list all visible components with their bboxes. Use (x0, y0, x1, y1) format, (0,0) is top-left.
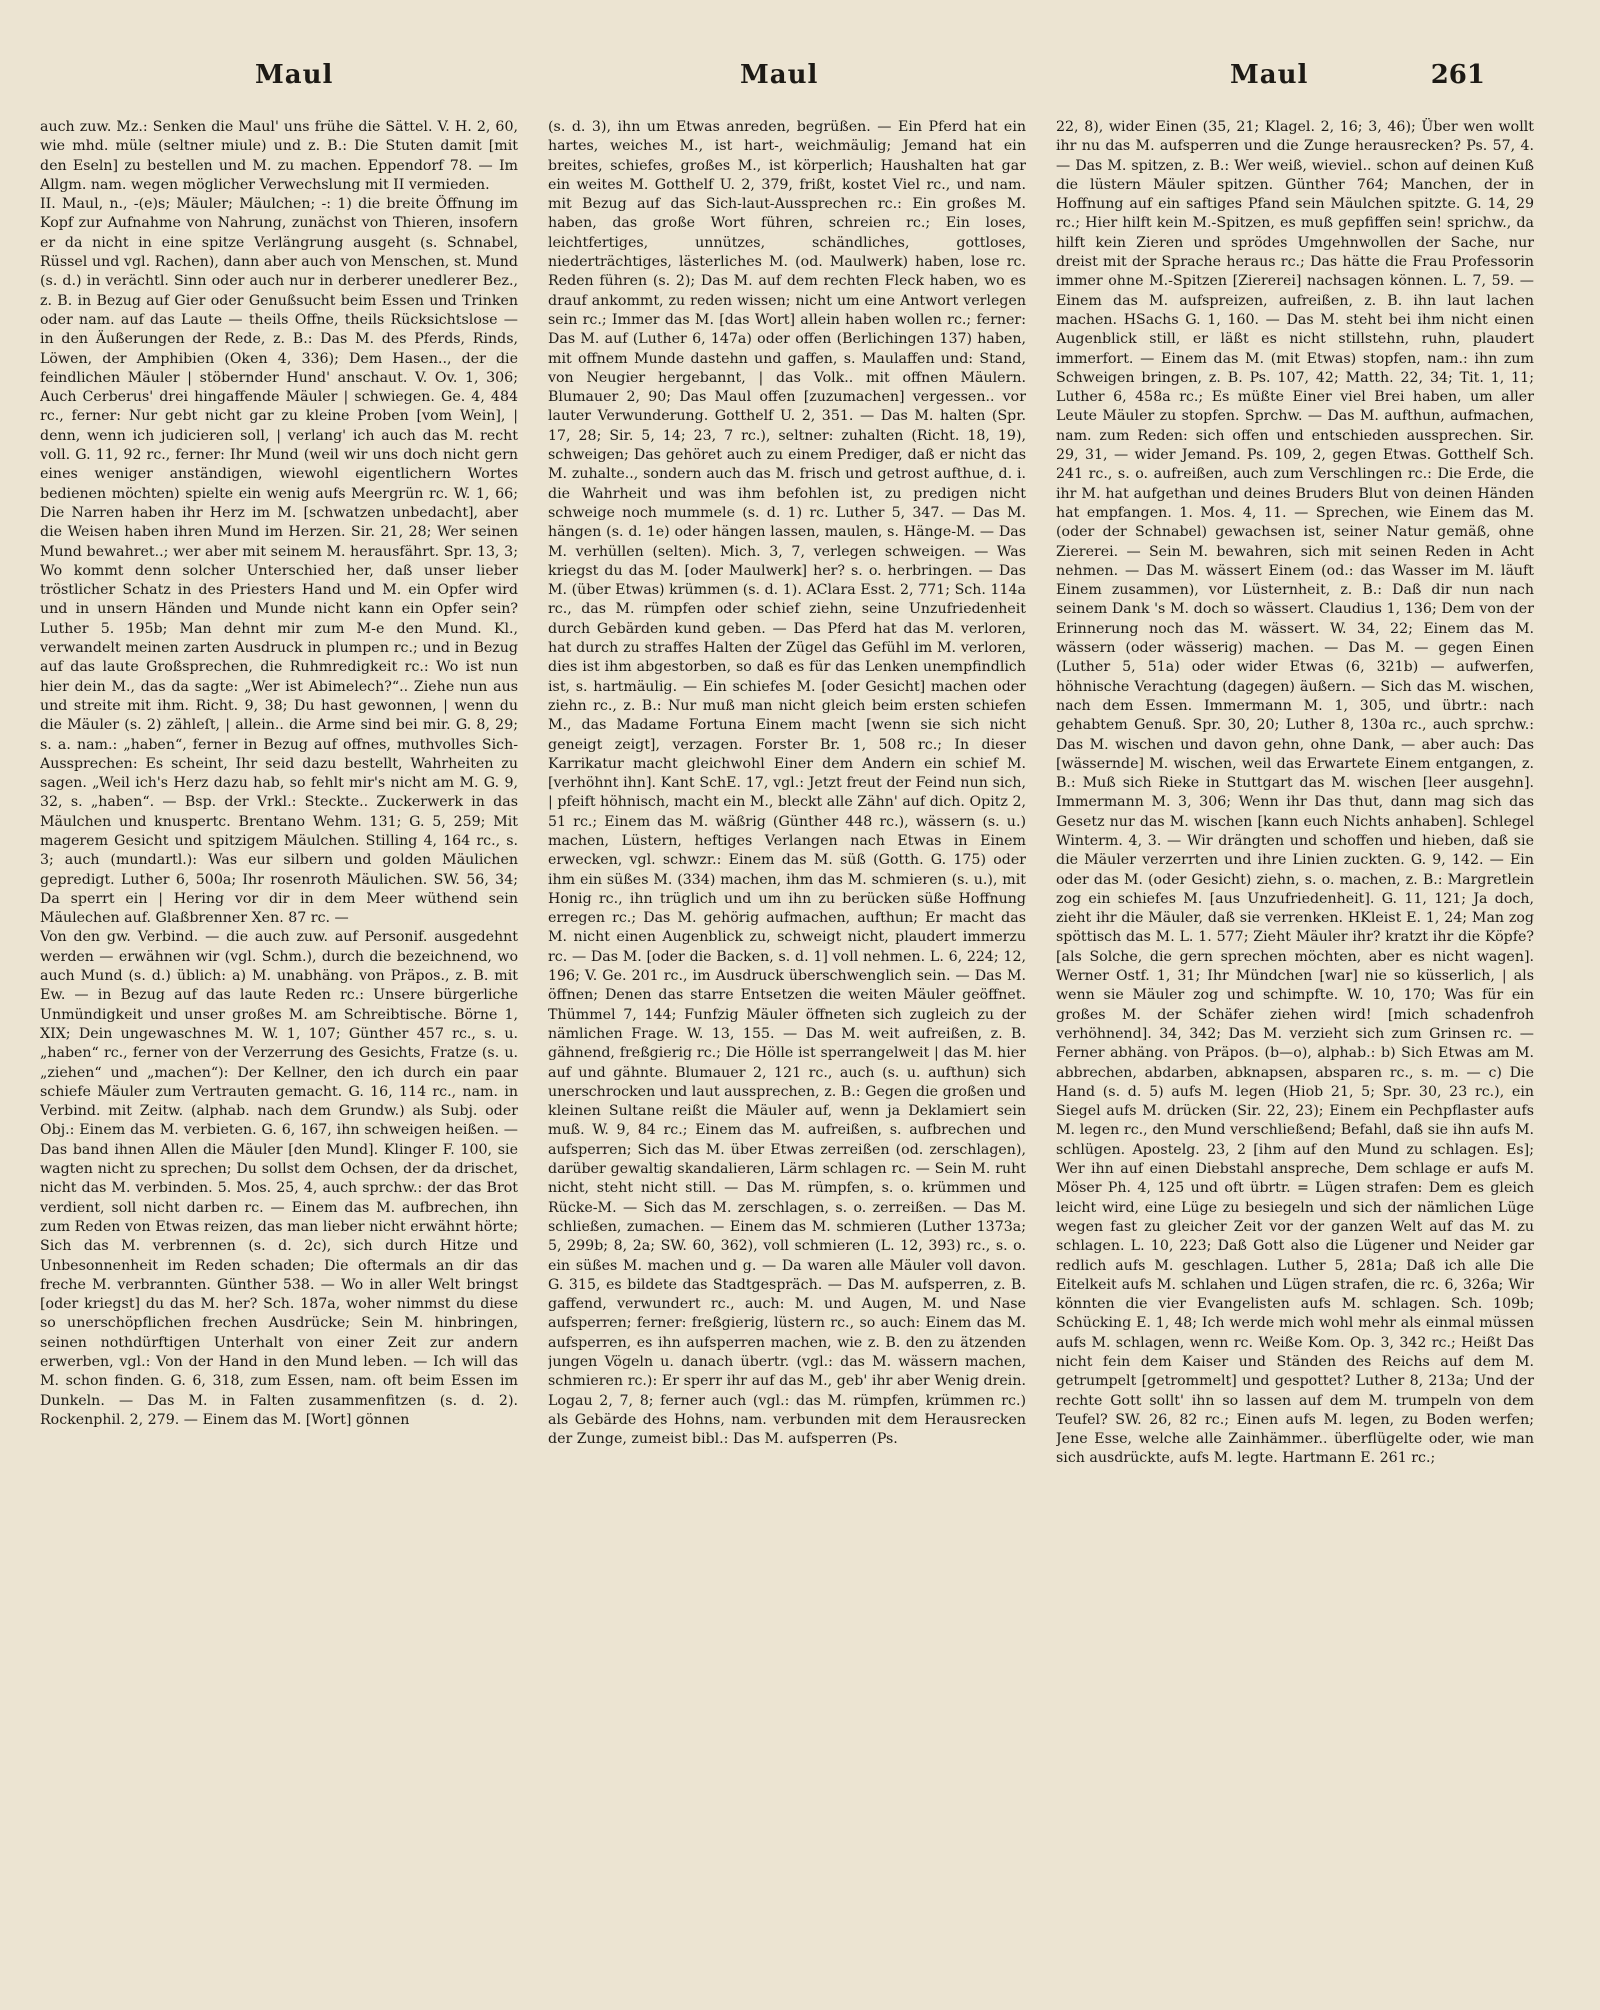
paragraph: auch zuw. Mz.: Senken die Maul' uns frühe die Sättel. V. H. 2, 60, wie mhd. müle (seltner miule) und z. B.: Die Stuten damit [mit den Eseln] zu bestellen und M. zu machen. Eppendorf 78. — Im Allgm. nam. wegen möglicher Verwechslung mit II vermieden. (40, 119, 518, 193)
text-columns (40, 118, 1560, 1988)
column-1 (40, 118, 518, 1988)
headword-right: Maul (1230, 60, 1309, 90)
column-2 (548, 118, 1026, 1988)
running-header (0, 60, 1600, 100)
headword-left: Maul (255, 60, 334, 90)
paragraph: 22, 8), wider Einen (35, 21; Klagel. 2, 16; 3, 46); Über wen wollt ihr nu das M. aufsperren und die Zunge herausrecken? Ps. 57, 4. — Das M. spitzen, z. B.: Wer weiß, wieviel.. schon auf deinen Kuß die lüstern Mäuler spitzen. Günther 764; Manchen, der in Hoffnung auf ein saftiges Pfand sein Mäulchen spitzte. G. 14, 29 rc.; Hier hilft kein M.-Spitzen, es muß gepfiffen sein! sprichw., da hilft kein Zieren und sprödes Umgehnwollen der Sache, nur dreist mit der Sprache heraus rc.; Das hätte die Frau Professorin immer ohne M.-Spitzen [Ziererei] nachsagen können. L. 7, 59. — Einem das M. aufspreizen, aufreißen, z. B. ihn laut lachen machen. HSachs G. 1, 160. — Das M. steht bei ihm nicht einen Augenblick still, er läßt es nicht stillstehn, ruhn, plaudert immerfort. — Einem das M. (mit Etwas) stopfen, nam.: ihn zum Schweigen bringen, z. B. Ps. 107, 42; Matth. 22, 34; Tit. 1, 11; Luther 6, 458a rc.; Es müßte Einer viel Brei haben, um aller Leute Mäuler zu stopfen. Sprchw. — Das M. aufthun, aufmachen, nam. zum Reden: sich offen und entschieden aussprechen. Sir. 29, 31, — wider Jemand. Ps. 109, 2, gegen Etwas. Gotthelf Sch. 241 rc., s. o. aufreißen, auch zum Verschlingen rc.: Die Erde, die ihr M. hat aufgethan und deines Bruders Blut von deinen Händen hat empfangen. 1. Mos. 4, 11. — Sprechen, wie Einem das M. (oder der Schnabel) gewachsen ist, seiner Natur gemäß, ohne Ziererei. — Sein M. bewahren, sich mit seinen Reden in Acht nehmen. — Das M. wässert Einem (od.: das Wasser im M. läuft Einem zusammen), vor Lüsternheit, z. B.: Daß dir nun nach seinem Dank 's M. doch so wässert. Claudius 1, 136; Dem von der Erinnerung noch das M. wässert. W. 34, 22; Einem das M. wässern (oder wässerig) machen. — Das M. — gegen Einen (Luther 5, 51a) oder wider Etwas (6, 321b) — aufwerfen, höhnische Verachtung (dagegen) äußern. — Sich das M. wischen, nach dem Essen. Immermann M. 1, 305, und übrtr.: nach gehabtem Genuß. Spr. 30, 20; Luther 8, 130a rc., auch sprchw.: Das M. wischen und davon gehn, ohne Dank, — aber auch: Das [wässernde] M. wischen, weil das Erwartete Einem entgangen, z. B.: Muß sich Rieke in Stuttgart das M. wischen [leer ausgehn]. Immermann M. 3, 306; Wenn ihr Das thut, dann mag sich das Gesetz nur das M. wischen [kann euch Nichts anhaben]. Schlegel Winterm. 4, 3. — Wir drängten und schoffen und hieben, daß sie die Mäuler verzerrten und ihre Linien zuckten. G. 9, 142. — Ein oder das M. (oder Gesicht) ziehn, s. o. machen, z. B.: Margretlein zog ein schiefes M. [aus Unzufriedenheit]. G. 11, 121; Ja doch, zieht ihr die Mäuler, daß sie verrenken. HKleist E. 1, 24; Man zog spöttisch das M. L. 1. 577; Zieht Mäuler ihr? kratzt ihr die Köpfe? [als Solche, die gern sprechen möchten, aber es nicht wagen]. Werner Ostf. 1, 31; Ihr Mündchen [war] nie so küsserlich, | als wenn sie Mäuler zog und schimpfte. W. 10, 170; Was für ein großes M. der Schäfer ziehen wird! [mich schadenfroh verhöhnend]. 34, 342; Das M. verzieht sich zum Grinsen rc. — Ferner abhäng. von Präpos. (b—o), alphab.: b) Sich Etwas am M. abbrechen, abdarben, abknapsen, absparen rc., s. m. — c) Die Hand (s. d. 5) aufs M. legen (Hiob 21, 5; Spr. 30, 23 rc.), ein Siegel aufs M. drücken (Sir. 22, 23); Einem ein Pechpflaster aufs M. legen rc., den Mund verschließend; Befahl, daß sie ihn aufs M. schlügen. Apostelg. 23, 2 [ihm auf den Mund zu schlagen. Es]; Wer ihn auf einen Diebstahl anspreche, Dem schlage er aufs M. Möser Ph. 4, 125 und oft übrtr. = Lügen strafen: Dem es gleich leicht wird, eine Lüge zu besiegeln und sich der nämlichen Lüge wegen fast zu gleicher Zeit vor der ganzen Welt auf das M. zu schlagen. L. 10, 223; Daß Gott also die Lügener und Neider gar redlich aufs M. geschlagen. Luther 5, 281a; Daß ich alle Die Eitelkeit aufs M. schlahen und Lügen strafen, die rc. 6, 326a; Wir könnten die vier Evangelisten aufs M. schlagen. Sch. 109b; Schücking E. 1, 48; Ich werde mich wohl mehr als einmal müssen aufs M. schlagen, wenn rc. Weiße Kom. Op. 3, 342 rc.; Heißt Das nicht fein dem Kaiser und Ständen des Reichs auf dem M. getrumpelt [getrommelt] und gespottet? Luther 8, 213a; Und der rechte Gott sollt' ihn so lassen auf dem M. trumpeln von dem Teufel? SW. 26, 82 rc.; Einen aufs M. legen, zu Boden werfen; Jene Esse, welche alle Zainhämmer.. überflügelte oder, wie man sich ausdrückte, aufs M. legte. Hartmann E. 261 rc.; (1056, 119, 1534, 1467)
paragraph: (s. d. 3), ihn um Etwas anreden, begrüßen. — Ein Pferd hat ein hartes, weiches M., ist hart-, weichmäulig; Jemand hat ein breites, schiefes, großes M., ist körperlich; Haushalten hat gar ein weites M. Gotthelf U. 2, 379, frißt, kostet Viel rc., und nam. mit Bezug auf das Sich-laut-Aussprechen rc.: Ein großes M. haben, das große Wort führen, schreien rc.; Ein loses, leichtfertiges, unnützes, schändliches, gottloses, niederträchtiges, lästerliches M. (od. Maulwerk) haben, lose rc. Reden führen (s. 2); Das M. auf dem rechten Fleck haben, wo es drauf ankommt, zu reden wissen; nicht um eine Antwort verlegen sein rc.; Immer das M. [das Wort] allein haben wollen rc.; ferner: Das M. auf (Luther 6, 147a) oder offen (Berlichingen 137) haben, mit offnem Munde dastehn und gaffen, s. Maulaffen und: Stand, von Neugier hergebannt, | das Volk.. mit offnen Mäulern. Blumauer 2, 90; Das Maul offen [zuzumachen] vergessen.. vor lauter Verwunderung. Gotthelf U. 2, 351. — Das M. halten (Spr. 17, 28; Sir. 5, 14; 23, 7 rc.), seltner: zuhalten (Richt. 18, 19), schweigen; Das gehöret auch zu einem Prediger, daß er nicht das M. zuhalte.., sondern auch das M. frisch und getrost aufthue, d. i. die Wahrheit und was ihm befohlen ist, zu predigen nicht schweige noch mummele (s. d. 1) rc. Luther 5, 347. — Das M. hängen (s. d. 1e) oder hängen lassen, maulen, s. Hänge-M. — Das M. verhüllen (selten). Mich. 3, 7, verlegen schweigen. — Was kriegst du das M. [oder Maulwerk] her? s. o. herbringen. — Das M. (über Etwas) krümmen (s. d. 1). AClara Esst. 2, 771; Sch. 114a rc., das M. rümpfen oder schief ziehn, seine Unzufriedenheit durch Gebärden kund geben. — Das Pferd hat das M. verloren, hat durch zu straffes Halten der Zügel das Gefühl im M. verloren, dies ist ihm abgestorben, so daß es für das Lenken unempfindlich ist, s. hartmäulig. — Ein schiefes M. [oder Gesicht] machen oder ziehn rc., z. B.: Nur muß man nicht gleich beim ersten schiefen M., das Madame Fortuna Einem macht [wenn sie sich nicht geneigt zeigt], verzagen. Forster Br. 1, 508 rc.; In dieser Karrikatur macht gleichwohl Einer dem Andern ein schief M. [verhöhnt ihn]. Kant SchE. 17, vgl.: Jetzt freut der Feind nun sich, | pfeift höhnisch, macht ein M., bleckt alle Zähn' auf dich. Opitz 2, 51 rc.; Einem das M. wäßrig (Günther 448 rc.), wässern (s. u.) machen, Lüstern, heftiges Verlangen nach Etwas in Einem erwecken, vgl. schwzr.: Einem das M. süß (Gotth. G. 175) oder ihm ein süßes M. (334) machen, ihm das M. schmieren (s. u.), mit Honig rc., ihn trüglich und um ihn zu berücken süße Hoffnung erregen rc.; Das M. gehörig aufmachen, aufthun; Er macht das M. nicht einen Augenblick zu, schweigt nicht, plaudert immerzu rc. — Das M. [oder die Backen, s. d. 1] voll nehmen. L. 6, 224; 12, 196; V. Ge. 201 rc., im Ausdruck überschwenglich sein. — Das M. öffnen; Denen das starre Entsetzen die weiten Mäuler geöffnet. Thümmel 7, 144; Funfzig Mäuler öffneten sich zugleich zu der nämlichen Frage. W. 13, 155. — Das M. weit aufreißen, z. B. gähnend, freßgierig rc.; Die Hölle ist sperrangelweit | das M. hier auf und gähnte. Blumauer 2, 121 rc., auch (s. u. aufthun) sich unerschrocken und laut aussprechen, z. B.: Gegen die großen und kleinen Sultane reißt die Mäuler auf, wenn ja Deklamiert sein muß. W. 9, 84 rc.; Einem das M. aufreißen, s. aufbrechen und aufsperren; Sich das M. über Etwas zerreißen (od. zerschlagen), darüber gewaltig skandalieren, Lärm schlagen rc. — Sein M. ruht nicht, steht nicht still. — Das M. rümpfen, s. o. krümmen und Rücke-M. — Sich das M. zerschlagen, s. o. zerreißen. — Das M. schließen, zumachen. — Einem das M. schmieren (Luther 1373a; 5, 299b; 8, 2a; SW. 60, 362), voll schmieren (L. 12, 393) rc., s. o. ein süßes M. machen und g. — Da waren alle Mäuler voll davon. G. 315, es bildete das Stadtgespräch. — Das M. aufsperren, z. B. gaffend, verwundert rc., auch: M. und Augen, M. und Nase aufsperren; ferner: freßgierig, lüstern rc., so auch: Einem das M. aufsperren, es ihn aufsperren machen, wie z. B. den zu ätzenden jungen Vögeln u. danach übertr. (vgl.: das M. wässern machen, schmieren rc.): Er sperr ihr auf das M., geb' ihr aber Wenig drein. Logau 2, 7, 8; ferner auch (vgl.: das M. rümpfen, krümmen rc.) als Gebärde des Hohns, nam. verbunden mit dem Herausrecken der Zunge, zumeist bibl.: Das M. aufsperren (Ps. (548, 119, 1026, 1448)
paragraph: II. Maul, n., -(e)s; Mäuler; Mäulchen; -: 1) die breite Öffnung im Kopf zur Aufnahme von Nahrung, zunächst von Thieren, insofern er da nicht in eine spitze Verlängrung ausgeht (s. Schnabel, Rüssel und vgl. Rachen), dann aber auch von Menschen, st. Mund (s. d.) in verächtl. Sinn oder auch nur in derberer unedlerer Bez., z. B. in Bezug auf Gier oder Genußsucht beim Essen und Trinken oder nam. auf das Laute — theils Offne, theils Rücksichtslose — in den Äußerungen der Rede, z. B.: Das M. des Pferds, Rinds, Löwen, der Amphibien (Oken 4, 336); Dem Hasen.., der die feindlichen Mäuler | stöbernder Hund' anschaut. V. Ov. 1, 306; Auch Cerberus' drei hingaffende Mäuler | schwiegen. Ge. 4, 484 rc., ferner: Nur gebt nicht gar zu kleine Proben [vom Wein], | denn, wenn ich judicieren soll, | verlang' ich auch das M. recht voll. G. 11, 92 rc., ferner: Ihr Mund (weil wir uns doch nicht gern eines weniger anständigen, wiewohl eigentlichern Wortes bedienen möchten) spielte ein wenig aufs Meergrün rc. W. 1, 66; Die Narren haben ihr Herz im M. [schwatzen unbedacht], aber die Weisen haben ihren Mund im Herzen. Sir. 21, 28; Wer seinen Mund bewahret..; wer aber mit seinem M. herausfährt. Spr. 13, 3; Wo kommt denn solcher Unterschied her, daß unser lieber tröstlicher Schatz in des Priesters Hand und M. ein Opfer wird und in unsern Händen und Munde nicht kann ein Opfer sein? Luther 5. 195b; Man dehnt mir zum M-e den Mund. Kl., verwandelt meinen zarten Ausdruck in plumpen rc.; und in Bezug auf das laute Großsprechen, die Ruhmredigkeit rc.: Wo ist nun hier dein M., das da sagte: „Wer ist Abimelech?“.. Ziehe nun aus und streite mit ihm. Richt. 9, 38; Du hast gewonnen, | wenn du die Mäuler (s. 2) zähleſt, | allein.. die Arme sind bei mir. G. 8, 29; s. a. nam.: „haben“, ferner in Bezug auf offnes, muthvolles Sich-Aussprechen: Es scheint, Ihr seid dazu bestellt, Wahrheiten zu sagen. „Weil ich's Herz dazu hab, so fehlt mir's nicht am M. G. 9, 32, s. „haben“. — Bsp. der Vrkl.: Steckte.. Zuckerwerk in das Mäulchen und knuspertc. Brentano Wehm. 131; G. 5, 259; Mit magerem Gesicht und spitzigem Mäulchen. Stilling 4, 164 rc., s. 3; auch (mundartl.): Was eur silbern und golden Mäulichen gepredigt. Luther 6, 500a; Ihr rosenroth Mäulichen. SW. 56, 34; Da sperrt ein | Hering vor dir in dem Meer wüthend sein Mäulechen auf. Glaßbrenner Xen. 87 rc. — (40, 196, 518, 927)
headword-center: Maul (740, 60, 819, 90)
column-3 (1056, 118, 1534, 1988)
paragraph: Von den gw. Verbind. — die auch zuw. auf Personif. ausgedehnt werden — erwähnen wir (vgl. Schm.), durch die bezeichnend, wo auch Mund (s. d.) üblich: a) M. unabhäng. von Präpos., z. B. mit Ew. — in Bezug auf das laute Reden rc.: Unsere bürgerliche Unmündigkeit und unser großes M. am Schreibtische. Börne 1, XIX; Dein ungewaschnes M. W. 1, 107; Günther 457 rc., s. u. „haben“ rc., ferner von der Verzerrung des Gesichts, Fratze (s. u. „ziehen“ und „machen“): Der Kellner, den ich durch ein paar schiefe Mäuler zum Vertrauten gemacht. G. 16, 114 rc., nam. in Verbind. mit Zeitw. (alphab. nach dem Grundw.) als Subj. oder Obj.: Einem das M. verbieten. G. 6, 167, ihn schweigen heißen. — Das band ihnen Allen die Mäuler [den Mund]. Klinger F. 100, sie wagten nicht zu sprechen; Du sollst dem Ochsen, der da drischet, nicht das M. verbinden. 5. Mos. 25, 4, auch sprchw.: der das Brot verdient, soll nicht darben rc. — Einem das M. aufbrechen, ihn zum Reden von Etwas reizen, das man lieber nicht erwähnt hörte; Sich das M. verbrennen (s. d. 2c), sich durch Hitze und Unbesonnenheit im Reden schaden; Die oftermals an dir das freche M. verbrannten. Günther 538. — Wo in aller Welt bringst [oder kriegst] du das M. her? Sch. 187a, woher nimmst du diese so unerschöpflichen frechen Ausdrücke; Sein M. hinbringen, seinen nothdürftigen Unterhalt von einer Zeit zur andern erwerben, vgl.: Von der Hand in den Mund leben. — Ich will das M. schon finden. G. 6, 318, zum Essen, nam. oft beim Essen im Dunkeln. — Das M. in Falten zusammenfitzen (s. d. 2). Rockenphil. 2, 279. — Einem das M. [Wort] gönnen (40, 929, 518, 1428)
page-number: 261 (1430, 60, 1485, 90)
